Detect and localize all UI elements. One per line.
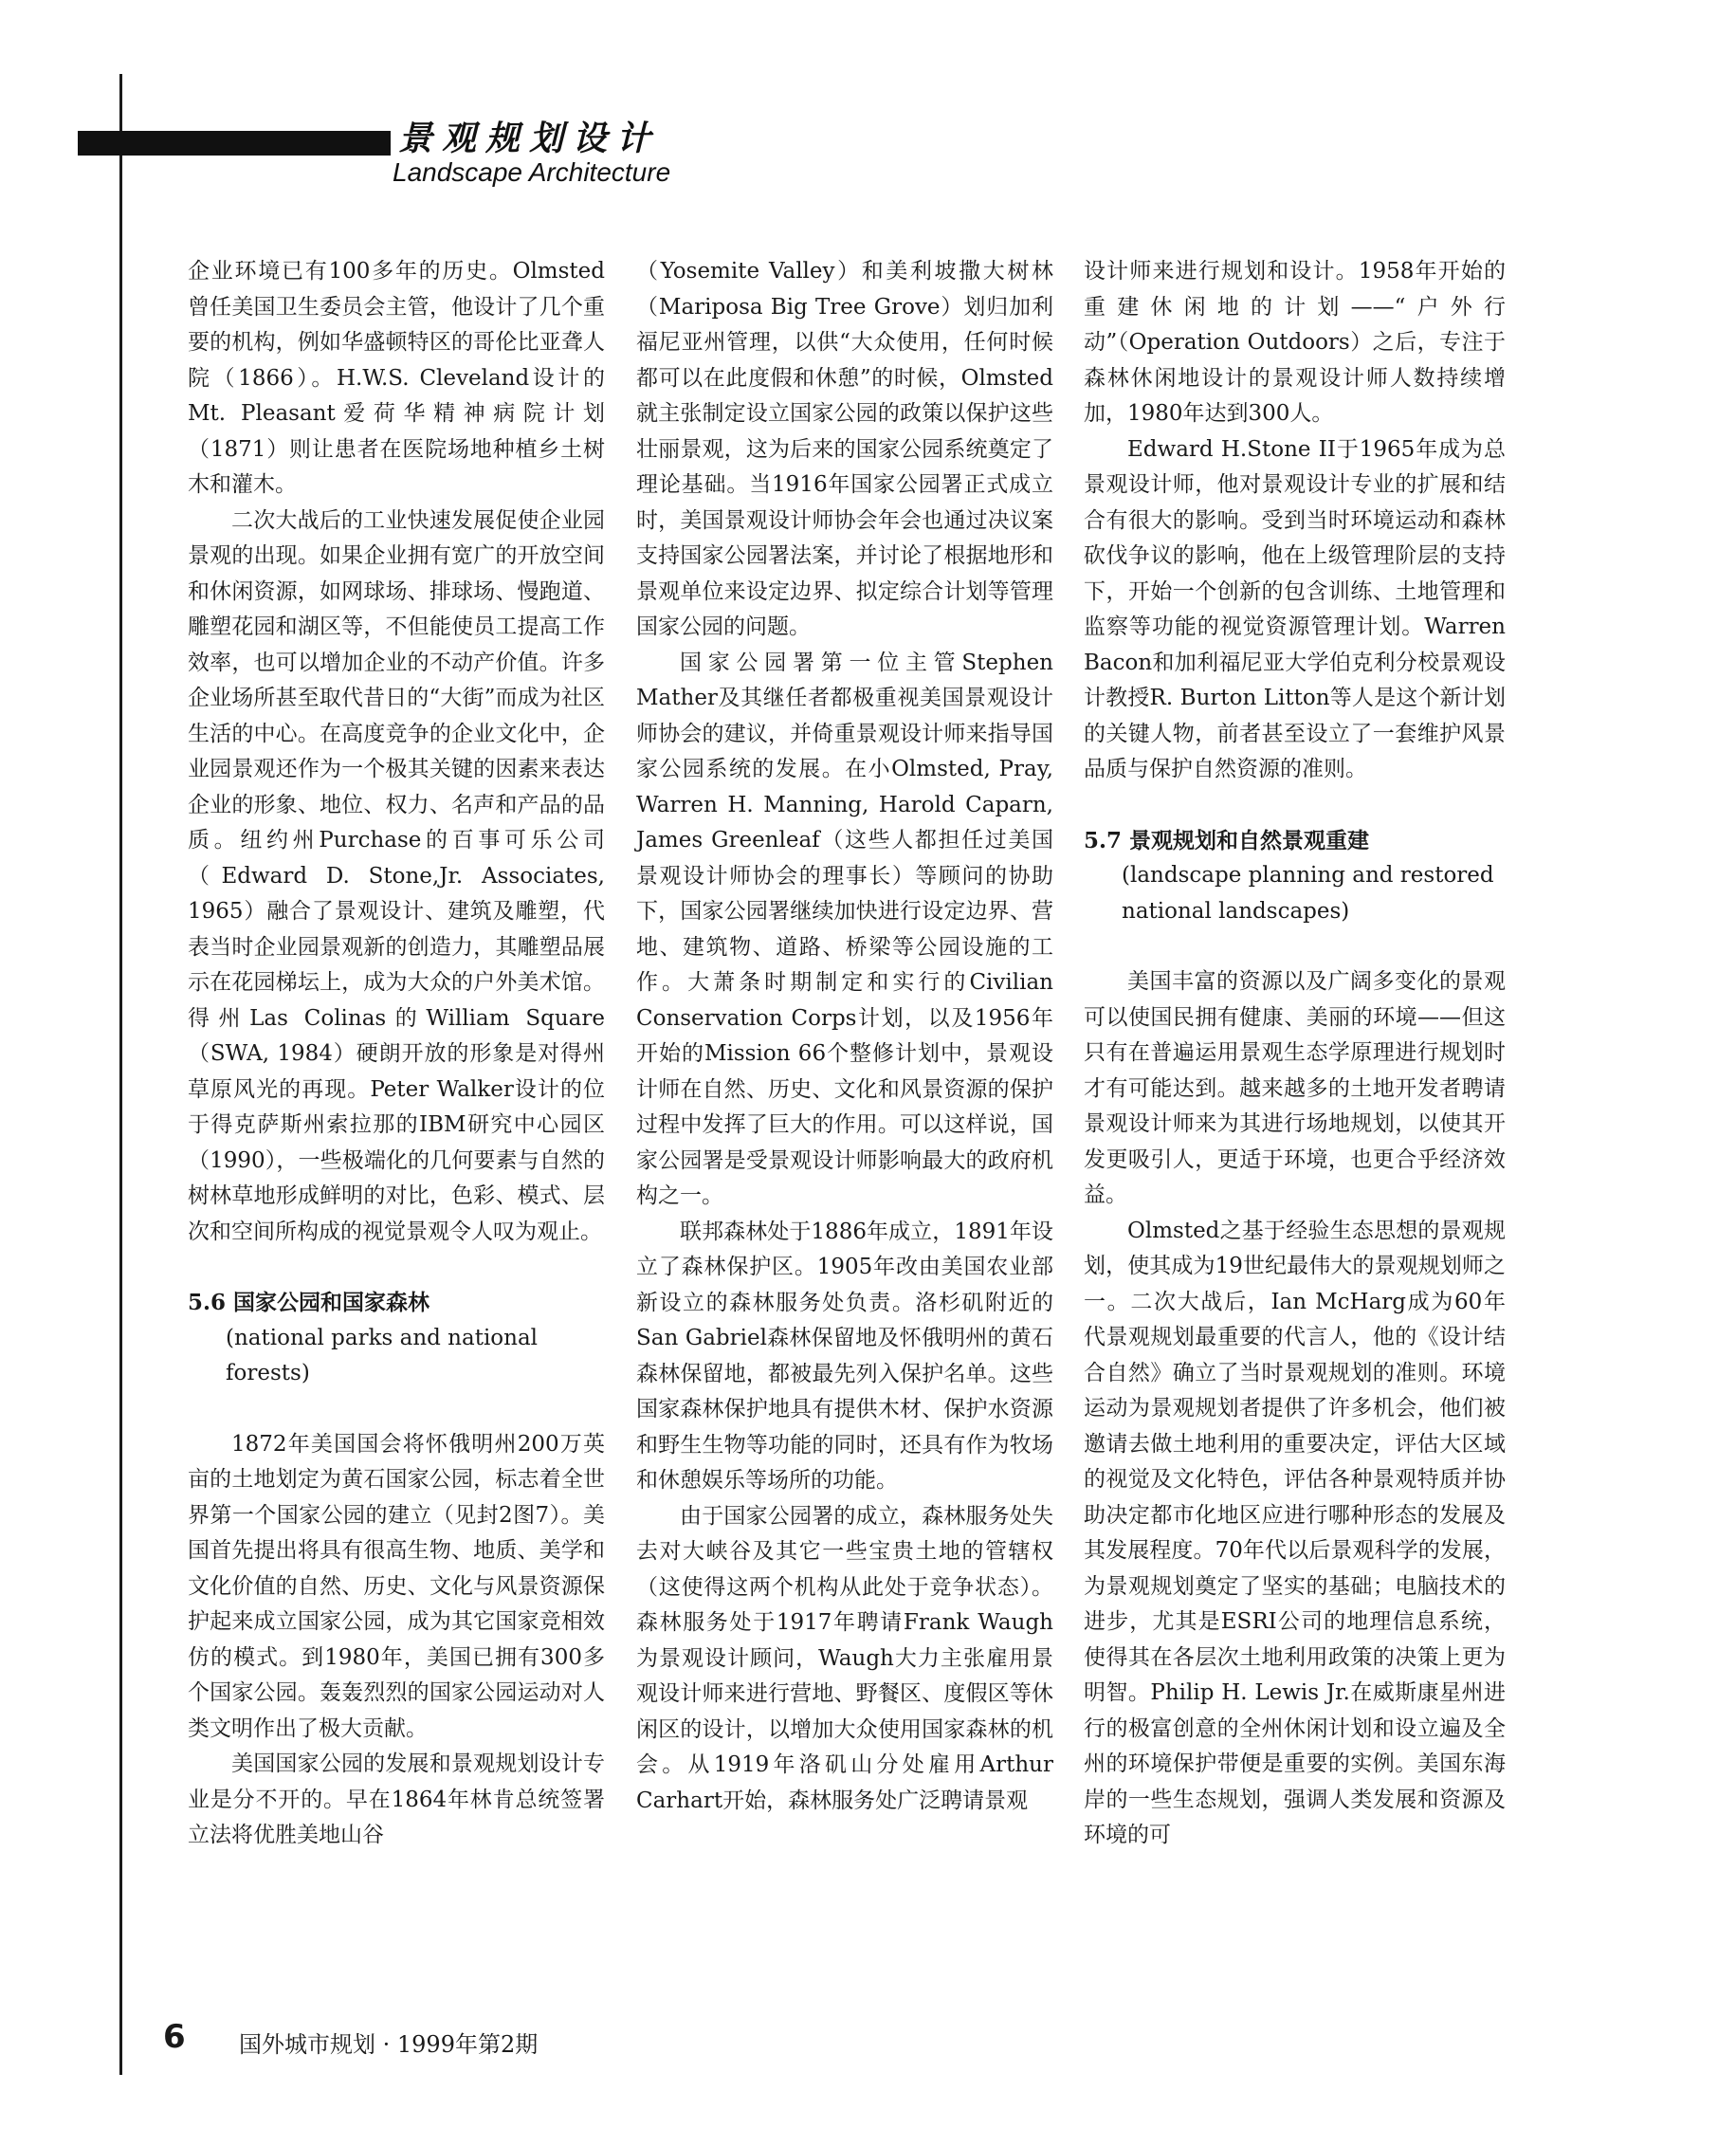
- text-column-2: [636, 254, 1053, 1819]
- paragraph: Olmsted之基于经验生态思想的景观规划，使其成为19世纪最伟大的景观规划师之一。二次大战后，Ian McHarg成为60年代景观规划最重要的代言人，他的《设计结合自然》确立了当时景观规划的准则。环境运动为景观规划者提供了许多机会，他们被邀请去做土地利用的重要决定，评估大区域的视觉及文化特色，评估各种景观特质并协助决定都市化地区应进行哪种形态的发展及其发展程度。70年代以后景观科学的发展，为景观规划奠定了坚实的基础；电脑技术的进步，尤其是ESRI公司的地理信息系统，使得其在各层次土地利用政策的决策上更为明智。Philip H. Lewis Jr.在威斯康星州进行的极富创意的全州休闲计划和设立遍及全州的环境保护带便是重要的实例。美国东海岸的一些生态规划，强调人类发展和资源及环境的可: [1084, 1218, 1506, 1847]
- section-header-title-en: Landscape Architecture: [393, 157, 671, 187]
- text-column-3: [1084, 254, 1506, 1854]
- header-bar: [78, 131, 391, 156]
- paragraph: 美国国家公园的发展和景观规划设计专业是分不开的。早在1864年林肯总统签署立法将优胜美地山谷: [188, 1752, 605, 1847]
- section-heading-5-7: 5.7 景观规划和自然景观重建: [1084, 827, 1370, 853]
- margin-rule: [119, 74, 122, 2075]
- paragraph: 1872年美国国会将怀俄明州200万英亩的土地划定为黄石国家公园，标志着全世界第一个国家公园的建立（见封2图7）。美国首先提出将具有很高生物、地质、美学和文化价值的自然、历史、文化与风景资源保护起来成立国家公园，成为其它国家竞相效仿的模式。到1980年，美国已拥有300多个国家公园。轰轰烈烈的国家公园运动对人类文明作出了极大贡献。: [188, 1431, 605, 1741]
- paragraph: （Yosemite Valley）和美利坡撒大树林（Mariposa Big Tree Grove）划归加利福尼亚州管理，以供“大众使用，任何时候都可以在此度假和休憩”的时候，Olmsted就主张制定设立国家公园的政策以保护这些壮丽景观，这为后来的国家公园系统奠定了理论基础。当1916年国家公园署正式成立时，美国景观设计师协会年会也通过决议案支持国家公园署法案，并讨论了根据地形和景观单位来设定边界、拟定综合计划等管理国家公园的问题。: [636, 259, 1053, 639]
- section-heading-5-6-english: (national parks and national forests): [226, 1325, 539, 1385]
- paragraph: 企业环境已有100多年的历史。Olmsted曾任美国卫生委员会主管，他设计了几个重要的机构，例如华盛顿特区的哥伦比亚聋人院（1866）。H.W.S. Cleveland设计的Mt. Pleasant爱荷华精神病院计划（1871）则让患者在医院场地种植乡土树木和灌木。: [188, 259, 605, 497]
- paragraph: 国家公园署第一位主管Stephen Mather及其继任者都极重视美国景观设计师协会的建议，并倚重景观设计师来指导国家公园系统的发展。在小Olmsted, Pray, Warren H. Manning, Harold Caparn, James Greenleaf（这些人都担任过美国景观设计师协会的理事长）等顾问的协助下，国家公园署继续加快进行设定边界、营地、建筑物、道路、桥梁等公园设施的工作。大萧条时期制定和实行的Civilian Conservation Corps计划，以及1956年开始的Mission 66个整修计划中，景观设计师在自然、历史、文化和风景资源的保护过程中发挥了巨大的作用。可以这样说，国家公园署是受景观设计师影响最大的政府机构之一。: [636, 650, 1053, 1208]
- paragraph: 美国丰富的资源以及广阔多变化的景观可以使国民拥有健康、美丽的环境——但这只有在普遍运用景观生态学原理进行规划时才有可能达到。越来越多的土地开发者聘请景观设计师来为其进行场地规划，以使其开发更吸引人，更适于环境，也更合乎经济效益。: [1084, 969, 1506, 1207]
- journal-citation: 国外城市规划 · 1999年第2期: [239, 2031, 539, 2058]
- page-number: 6: [163, 2018, 186, 2056]
- paragraph: 二次大战后的工业快速发展促使企业园景观的出现。如果企业拥有宽广的开放空间和休闲资源，如网球场、排球场、慢跑道、雕塑花园和湖区等，不但能使员工提高工作效率，也可以增加企业的不动产价值。许多企业场所甚至取代昔日的“大街”而成为社区生活的中心。在高度竞争的企业文化中，企业园景观还作为一个极其关键的因素来表达企业的形象、地位、权力、名声和产品的品质。纽约州Purchase的百事可乐公司（Edward D. Stone,Jr. Associates, 1965）融合了景观设计、建筑及雕塑，代表当时企业园景观新的创造力，其雕塑品展示在花园梯坛上，成为大众的户外美术馆。得州Las Colinas的William Square（SWA, 1984）硬朗开放的形象是对得州草原风光的再现。Peter Walker设计的位于得克萨斯州索拉那的IBM研究中心园区（1990），一些极端化的几何要素与自然的树林草地形成鲜明的对比，色彩、模式、层次和空间所构成的视觉景观令人叹为观止。: [188, 507, 605, 1244]
- section-heading-5-6: 5.6 国家公园和国家森林: [188, 1290, 430, 1315]
- text-column-1: [188, 254, 605, 1854]
- paragraph: 由于国家公园署的成立，森林服务处失去对大峡谷及其它一些宝贵土地的管辖权（这使得这两个机构从此处于竞争状态）。森林服务处于1917年聘请Frank Waugh为景观设计顾问，Waugh大力主张雇用景观设计师来进行营地、野餐区、度假区等休闲区的设计，以增加大众使用国家森林的机会。从1919年洛矶山分处雇用Arthur Carhart开始，森林服务处广泛聘请景观: [636, 1503, 1053, 1813]
- paragraph: 设计师来进行规划和设计。1958年开始的重建休闲地的计划——“户外行动”（Operation Outdoors）之后，专注于森林休闲地设计的景观设计师人数持续增加，1980年达到300人。: [1084, 259, 1506, 426]
- paragraph: 联邦森林处于1886年成立，1891年设立了森林保护区。1905年改由美国农业部新设立的森林服务处负责。洛杉矶附近的San Gabriel森林保留地及怀俄明州的黄石森林保留地，都被最先列入保护名单。这些国家森林保护地具有提供木材、保护水资源和野生生物等功能的同时，还具有作为牧场和休憩娱乐等场所的功能。: [636, 1219, 1053, 1493]
- paragraph: Edward H.Stone II于1965年成为总景观设计师，他对景观设计专业的扩展和结合有很大的影响。受到当时环境运动和森林砍伐争议的影响，他在上级管理阶层的支持下，开始一个创新的包含训练、土地管理和监察等功能的视觉资源管理计划。Warren Bacon和加利福尼亚大学伯克利分校景观设计教授R. Burton Litton等人是这个新计划的关键人物，前者甚至设立了一套维护风景品质与保护自然资源的准则。: [1084, 436, 1506, 781]
- section-heading-5-7-english: (landscape planning and restored national landscapes): [1122, 863, 1494, 924]
- section-header-title-cn: 景观规划设计: [398, 119, 661, 158]
